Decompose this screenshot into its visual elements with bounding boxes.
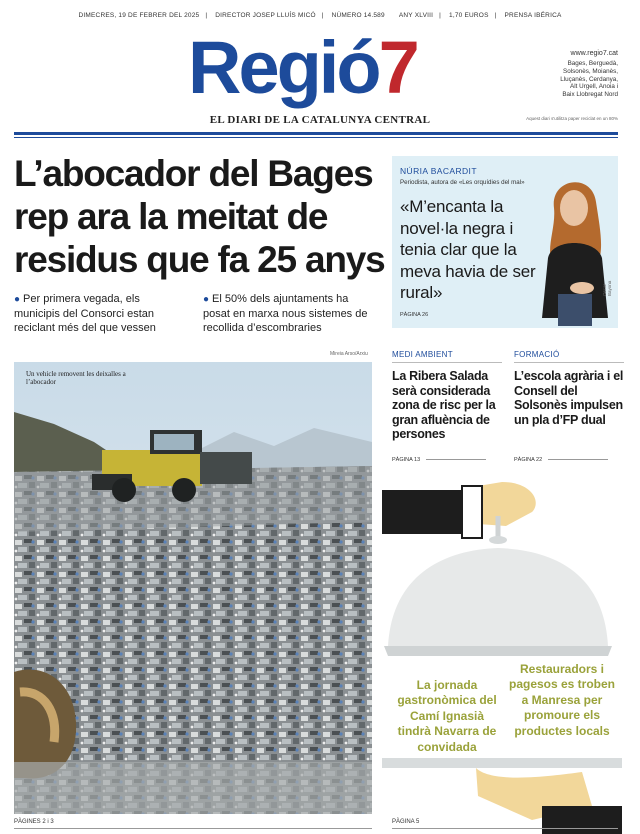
- lead-subhead-1-text: Per primera vegada, els municipis del Consorci estan reciclant més del que vessen: [14, 293, 156, 334]
- region-line: Lluçanès, Cerdanya,: [560, 75, 618, 83]
- coverage-regions: [508, 60, 618, 99]
- interview-box[interactable]: [392, 156, 618, 328]
- brief-page[interactable]: PÀGINA 13: [392, 457, 486, 463]
- landfill-illustration: [14, 362, 372, 814]
- recycled-paper-note: Aquest diari s'utilitza paper reciclat en un 80%: [526, 116, 618, 121]
- edition-date: DIMECRES, 19 DE FEBRER DEL 2025: [78, 12, 200, 19]
- logo-word: Regió: [188, 26, 379, 109]
- edition-price: 1,70 EUROS: [449, 12, 489, 19]
- masthead-rule-thin: [14, 137, 618, 138]
- masthead-rule: [14, 132, 618, 135]
- gastronomy-promo[interactable]: [382, 476, 622, 834]
- edition-director: DIRECTOR JOSEP LLUÍS MICÓ: [215, 12, 316, 19]
- section-label: FORMACIÓ: [514, 350, 624, 363]
- interview-photo-credit: Oscar Bayona: [602, 280, 612, 296]
- brief-formacio[interactable]: [514, 350, 624, 463]
- region-line: Solsonès, Moianès,: [563, 67, 618, 75]
- bullet-icon: ●: [203, 294, 210, 305]
- lead-subhead-2: [203, 292, 373, 335]
- brief-headline: La Ribera Salada serà considerada zona de risc per la gran afluència de persones: [392, 369, 496, 442]
- edition-number: NÚMERO 14.589: [331, 12, 385, 19]
- brief-page[interactable]: PÀGINA 22: [514, 457, 608, 463]
- brief-medi-ambient[interactable]: [392, 350, 502, 463]
- interview-page[interactable]: PÀGINA 26: [400, 312, 429, 318]
- bottom-rule: [14, 828, 372, 829]
- newspaper-logo[interactable]: [188, 28, 417, 108]
- logo-number: 7: [378, 26, 417, 109]
- photo-caption: Un vehicle removent les deixalles a l’abocador: [26, 370, 126, 386]
- bottom-rule-right: [392, 828, 618, 829]
- lead-pages[interactable]: PÀGINES 2 i 3: [14, 819, 54, 825]
- lead-subhead-1: [14, 292, 184, 335]
- interview-name: NÚRIA BACARDIT: [400, 166, 477, 176]
- lead-subhead-2-text: El 50% dels ajuntaments ha posat en marxa nous sistemes de recollida d’escombraries: [203, 293, 368, 334]
- cloche-illustration: [382, 476, 622, 834]
- region-line: Alt Urgell, Anoia i: [570, 83, 618, 91]
- promo-text-restauradors: Restauradors i pagesos es troben a Manresa per promoure els productes locals: [508, 662, 616, 738]
- edition-group: PRENSA IBÉRICA: [504, 12, 562, 19]
- region-line: Baix Llobregat Nord: [562, 91, 618, 99]
- photo-credit: Mireia Arso/Arxiu: [330, 351, 368, 357]
- promo-text-jornada: La jornada gastronòmica del Camí Ignasià tindrà Navarra de convidada: [397, 678, 497, 754]
- interview-role: Periodista, autora de «Les orquídies del mal»: [400, 179, 525, 186]
- lead-photo-landfill[interactable]: [14, 362, 372, 814]
- promo-page[interactable]: PÀGINA 5: [392, 819, 420, 825]
- edition-info-bar: DIMECRES, 19 DE FEBRER DEL 2025 | DIRECTOR JOSEP LLUÍS MICÓ | NÚMERO 14.589 ANY XLVIII | 1,70 EUROS | PRENSA IBÉRICA: [78, 12, 562, 19]
- section-label: MEDI AMBIENT: [392, 350, 502, 363]
- lead-headline[interactable]: L’abocador del Bages rep ara la meitat de residus que fa 25 anys: [14, 153, 385, 280]
- brief-headline: L’escola agrària i el Consell del Solsonès impulsen un pla d’FP dual: [514, 369, 624, 427]
- region-line: Bages, Berguedà,: [567, 60, 618, 67]
- masthead: [0, 24, 640, 136]
- newspaper-tagline: EL DIARI DE LA CATALUNYA CENTRAL: [209, 114, 431, 126]
- website-link[interactable]: www.regio7.cat: [570, 50, 618, 57]
- interview-quote: «M’encanta la novel·la negra i tenia clar que la meva havia de ser rural»: [400, 197, 536, 302]
- edition-year: ANY XLVIII: [398, 12, 434, 19]
- interviewee-portrait: [532, 168, 616, 326]
- bullet-icon: ●: [14, 294, 21, 305]
